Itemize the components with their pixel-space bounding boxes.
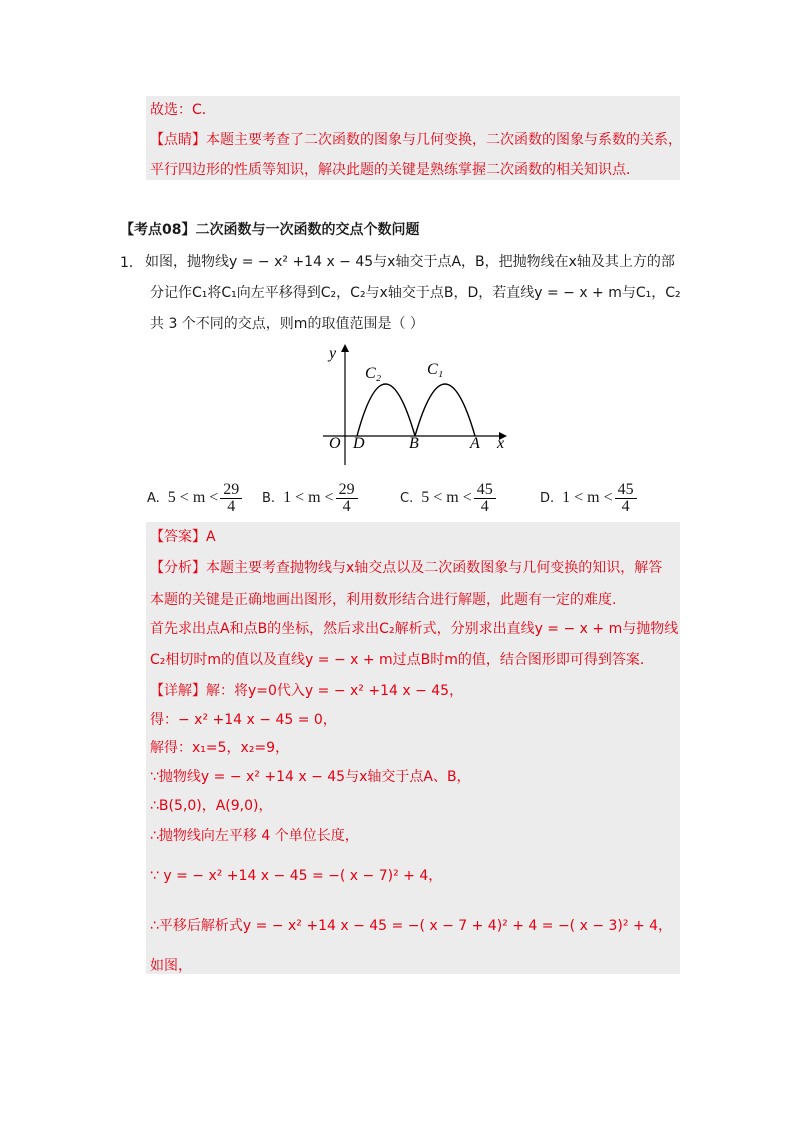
- option-a-expr: 5 < m <: [167, 489, 219, 506]
- axis-x-label: x: [497, 435, 505, 452]
- analysis-line4: C₂相切时m的值以及直线y = − x + m过点B时m的值，结合图形即可得到答案.: [150, 652, 645, 668]
- option-d-den: 4: [621, 497, 630, 515]
- option-a[interactable]: [147, 480, 242, 516]
- option-b-letter: B.: [262, 490, 276, 506]
- answer-line: 【答案】A: [150, 529, 216, 545]
- previous-answer-line: 故选：C．: [150, 102, 216, 118]
- option-c-letter: C.: [400, 490, 414, 506]
- curve-c1-label: C₁: [427, 361, 444, 378]
- curve-c2-label: C₂: [365, 365, 382, 382]
- previous-review-line2: 平行四边形的性质等知识，解决此题的关键是熟练掌握二次函数的相关知识点．: [150, 162, 640, 178]
- parabola-figure: [315, 340, 515, 470]
- option-c-den: 4: [480, 497, 489, 515]
- option-d-letter: D.: [540, 490, 555, 506]
- detail-line3: 解得：x₁=5，x₂=9，: [150, 740, 290, 756]
- detail-line6: ∴抛物线向左平移 4 个单位长度，: [150, 828, 359, 844]
- point-b-label: B: [409, 435, 419, 452]
- option-b[interactable]: [262, 480, 358, 516]
- option-c[interactable]: [400, 480, 496, 516]
- option-b-expr: 1 < m <: [283, 489, 334, 506]
- analysis-line3: 首先求出点A和点B的坐标，然后求出C₂解析式，分别求出直线y = − x + m与抛物线: [150, 621, 679, 637]
- option-d-expr: 1 < m <: [562, 489, 613, 506]
- option-c-fraction: [474, 482, 496, 515]
- point-a-label: A: [470, 435, 480, 452]
- question-line2: 分记作C₁将C₁向左平移得到C₂，C₂与x轴交于点B，D，若直线y = − x + m与C₁，C₂: [150, 285, 681, 301]
- detail-line4: ∵抛物线y = − x² +14 x − 45与x轴交于点A、B，: [150, 769, 471, 785]
- detail-line8: ∴平移后解析式y = − x² +14 x − 45 = −( x − 7 + 4)² + 4 = −( x − 3)² + 4，: [150, 918, 673, 934]
- analysis-line1: 【分析】本题主要考查抛物线与x轴交点以及二次函数图象与几何变换的知识，解答: [150, 560, 663, 576]
- detail-line5: ∴B(5,0)，A(9,0)，: [150, 798, 273, 814]
- detail-line7: ∵ y = − x² +14 x − 45 = −( x − 7)² + 4，: [150, 868, 443, 884]
- detail-line2: 得：− x² +14 x − 45 = 0，: [150, 712, 337, 728]
- question-line1: 如图，抛物线y = − x² +14 x − 45与x轴交于点A，B，把抛物线在x轴及其上方的部: [145, 254, 675, 270]
- option-c-expr: 5 < m <: [421, 489, 472, 506]
- option-a-den: 4: [227, 497, 236, 515]
- previous-review-line1: 【点睛】本题主要考查了二次函数的图象与几何变换，二次函数的图象与系数的关系，: [150, 132, 682, 148]
- point-d-label: D: [353, 435, 365, 452]
- option-b-den: 4: [342, 497, 351, 515]
- question-line3: 共 3 个不同的交点，则m的取值范围是（ ）: [150, 316, 424, 332]
- curve-c2: [357, 384, 415, 436]
- option-d-fraction: [615, 482, 637, 515]
- option-a-num: 29: [223, 480, 240, 498]
- option-b-num: 29: [338, 480, 355, 498]
- section-title: 【考点08】二次函数与一次函数的交点个数问题: [120, 222, 420, 238]
- question-number: 1．: [120, 255, 143, 271]
- option-a-letter: A.: [147, 490, 160, 506]
- analysis-line2: 本题的关键是正确地画出图形，利用数形结合进行解题，此题有一定的难度.: [150, 592, 617, 608]
- option-d-num: 45: [617, 480, 634, 498]
- option-c-num: 45: [476, 480, 493, 498]
- detail-line1: 【详解】解：将y=0代入y = − x² +14 x − 45，: [150, 683, 464, 699]
- detail-line9: 如图，: [150, 958, 192, 974]
- axis-y-label: y: [329, 345, 337, 362]
- option-b-fraction: [336, 482, 358, 515]
- option-d[interactable]: [540, 480, 637, 516]
- curve-c1: [415, 384, 475, 436]
- option-a-fraction: [220, 482, 242, 515]
- y-axis-arrow: [341, 344, 349, 352]
- origin-label: O: [329, 435, 341, 452]
